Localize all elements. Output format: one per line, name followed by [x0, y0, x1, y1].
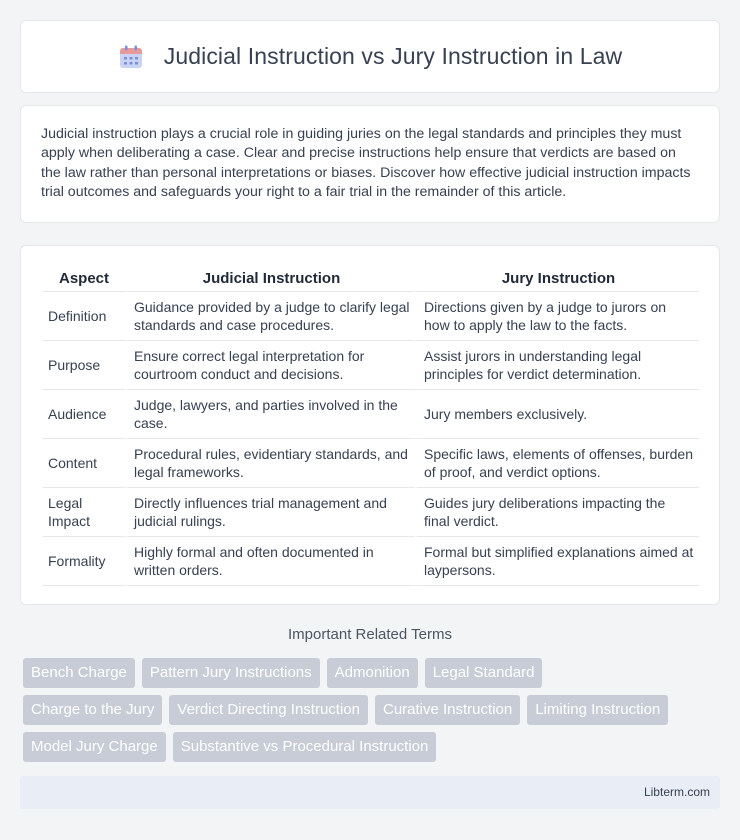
tag-row [23, 732, 723, 762]
table-cell-judicial: Procedural rules, evidentiary standards, and legal frameworks. [125, 439, 415, 488]
footer-site-link[interactable]: Libterm.com [643, 785, 710, 799]
table-row [43, 439, 699, 488]
related-terms-list [23, 658, 723, 769]
related-term-tag[interactable]: Pattern Jury Instructions [142, 658, 320, 688]
comparison-card [20, 245, 720, 605]
intro-paragraph: Judicial instruction plays a crucial role in guiding juries on the legal standards and principles they must apply when deliberating a case. Clear and precise instructions help ensure that verdicts are based on the law rather than personal interpretations or biases. Discover how effective judicial instruction impacts trial outcomes and safeguards your right to a fair trial in the remainder of this article. [41, 126, 691, 201]
table-cell-judicial: Ensure correct legal interpretation for courtroom conduct and decisions. [125, 341, 415, 390]
table-cell-aspect: Audience [43, 390, 125, 439]
table-cell-aspect: Definition [43, 292, 125, 341]
related-term-tag[interactable]: Curative Instruction [375, 695, 520, 725]
page-title: Judicial Instruction vs Jury Instruction in Law [163, 43, 623, 69]
table-cell-aspect: Formality [43, 537, 125, 586]
table-cell-judicial: Judge, lawyers, and parties involved in the case. [125, 390, 415, 439]
intro-card [20, 105, 720, 223]
column-header-jury: Jury Instruction [415, 266, 699, 292]
table-cell-jury: Formal but simplified explanations aimed at laypersons. [415, 537, 699, 586]
table-header-row [43, 266, 699, 292]
table-cell-aspect: Purpose [43, 341, 125, 390]
related-term-tag[interactable]: Legal Standard [425, 658, 543, 688]
table-cell-aspect: Legal Impact [43, 488, 125, 537]
table-cell-aspect: Content [43, 439, 125, 488]
comparison-table [43, 266, 699, 586]
table-cell-jury: Assist jurors in understanding legal principles for verdict determination. [415, 341, 699, 390]
related-term-tag[interactable]: Limiting Instruction [527, 695, 668, 725]
column-header-judicial: Judicial Instruction [125, 266, 415, 292]
table-cell-jury: Jury members exclusively. [415, 390, 699, 439]
table-row [43, 341, 699, 390]
calendar-icon [118, 44, 144, 70]
table-row [43, 292, 699, 341]
table-row [43, 488, 699, 537]
footer [20, 776, 720, 809]
table-row [43, 390, 699, 439]
title-card [20, 20, 720, 93]
related-term-tag[interactable]: Admonition [327, 658, 418, 688]
related-terms-heading: Important Related Terms [288, 626, 452, 643]
table-cell-jury: Specific laws, elements of offenses, burden of proof, and verdict options. [415, 439, 699, 488]
related-term-tag[interactable]: Bench Charge [23, 658, 135, 688]
table-cell-jury: Directions given by a judge to jurors on how to apply the law to the facts. [415, 292, 699, 341]
table-cell-judicial: Directly influences trial management and judicial rulings. [125, 488, 415, 537]
table-cell-judicial: Guidance provided by a judge to clarify legal standards and case procedures. [125, 292, 415, 341]
table-row [43, 537, 699, 586]
table-cell-jury: Guides jury deliberations impacting the final verdict. [415, 488, 699, 537]
tag-row [23, 695, 723, 725]
related-term-tag[interactable]: Verdict Directing Instruction [169, 695, 368, 725]
related-term-tag[interactable]: Charge to the Jury [23, 695, 162, 725]
column-header-aspect: Aspect [43, 266, 125, 292]
related-term-tag[interactable]: Substantive vs Procedural Instruction [173, 732, 437, 762]
related-term-tag[interactable]: Model Jury Charge [23, 732, 166, 762]
table-cell-judicial: Highly formal and often documented in written orders. [125, 537, 415, 586]
tag-row [23, 658, 723, 688]
